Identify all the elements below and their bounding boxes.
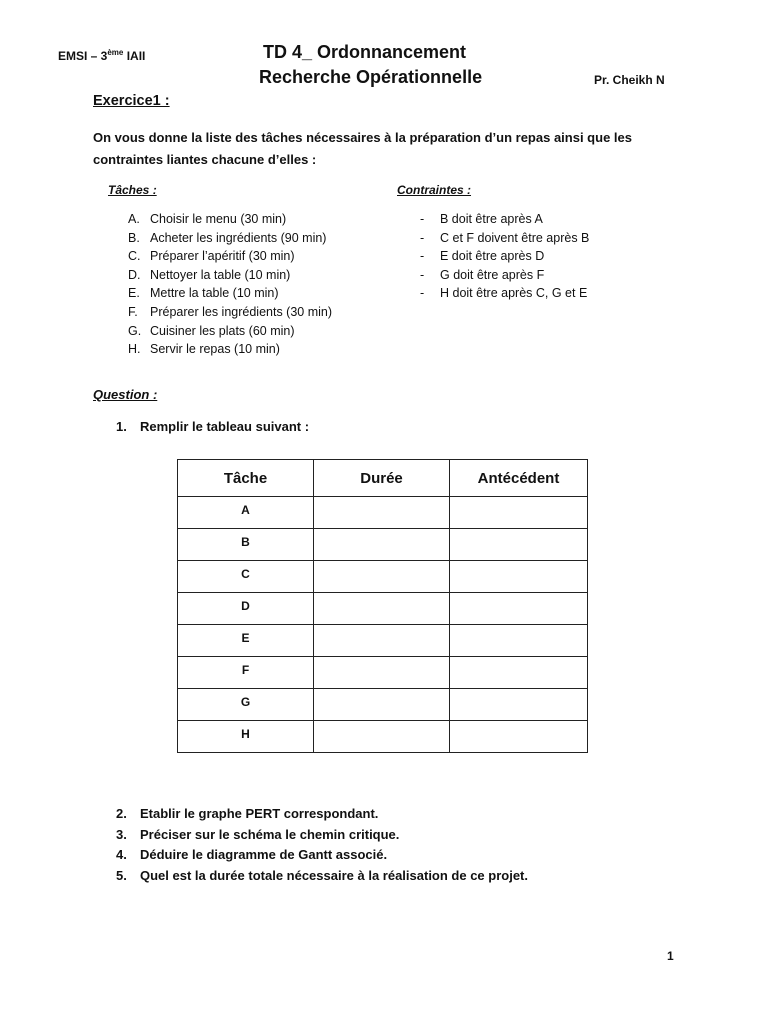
cell-task: C [178, 561, 314, 593]
list-item [420, 247, 589, 266]
list-item [420, 284, 589, 303]
cell-task: F [178, 657, 314, 689]
task-text: Acheter les ingrédients (90 min) [150, 230, 327, 245]
dash-bullet: - [420, 212, 425, 226]
cell-antecedent [450, 625, 588, 657]
cell-antecedent [450, 529, 588, 561]
list-item [128, 247, 332, 266]
cell-duree [314, 561, 450, 593]
question-number: 5. [116, 867, 127, 883]
question-text: Remplir le tableau suivant : [140, 419, 310, 434]
task-text: Nettoyer la table (10 min) [150, 267, 291, 282]
tasks-heading: Tâches : [108, 183, 157, 197]
list-item [128, 303, 332, 322]
constraint-text: E doit être après D [440, 249, 545, 264]
doc-subtitle: Recherche Opérationnelle [259, 67, 483, 87]
doc-title: TD 4_ Ordonnancement [263, 42, 467, 62]
cell-antecedent [450, 593, 588, 625]
task-text: Préparer les ingrédients (30 min) [150, 304, 333, 319]
dash-bullet: - [420, 267, 425, 282]
dash-bullet: - [420, 230, 425, 245]
cell-duree [314, 721, 450, 753]
table-row [178, 689, 588, 721]
list-item [128, 229, 332, 248]
questions-list [116, 804, 528, 886]
list-item [420, 229, 589, 248]
list-item [116, 804, 528, 825]
dash-bullet: - [420, 286, 425, 301]
task-text: Préparer l’apéritif (30 min) [150, 249, 295, 264]
list-item [420, 266, 589, 285]
constraint-text: G doit être après F [440, 267, 545, 282]
table-row [178, 593, 588, 625]
constraints-list [420, 210, 589, 303]
list-item [116, 866, 528, 887]
task-letter: D. [128, 267, 141, 282]
school-suffix: IAII [123, 49, 146, 63]
task-table [177, 459, 588, 753]
table-row [178, 497, 588, 529]
task-letter: H. [128, 342, 141, 357]
constraint-text: C et F doivent être après B [440, 230, 590, 245]
question-text: Déduire le diagramme de Gantt associé. [140, 847, 388, 862]
task-letter: A. [128, 212, 140, 226]
cell-task: E [178, 625, 314, 657]
task-letter: F. [128, 304, 138, 319]
list-item [420, 210, 589, 229]
constraint-text: H doit être après C, G et E [440, 286, 588, 301]
cell-antecedent [450, 657, 588, 689]
cell-antecedent [450, 497, 588, 529]
exercise-heading: Exercice1 : [93, 93, 170, 109]
question-number: 1. [116, 419, 127, 434]
cell-duree [314, 529, 450, 561]
list-item [116, 845, 528, 866]
school-prefix: EMSI – 3 [58, 49, 108, 63]
task-letter: E. [128, 286, 140, 301]
school-label [58, 48, 145, 63]
list-item [128, 266, 332, 285]
task-text: Choisir le menu (30 min) [150, 212, 287, 226]
task-letter: C. [128, 249, 141, 264]
author: Pr. Cheikh N [594, 73, 665, 87]
task-text: Cuisiner les plats (60 min) [150, 323, 295, 338]
header-antecedent: Antécédent [450, 460, 588, 497]
table-row [178, 561, 588, 593]
question-1 [116, 419, 309, 434]
cell-task: B [178, 529, 314, 561]
cell-task: G [178, 689, 314, 721]
cell-duree [314, 625, 450, 657]
exercise-intro: On vous donne la liste des tâches nécessaires à la préparation d’un repas ainsi que les contraintes liantes chacune d’elles : [93, 130, 632, 167]
table-row [178, 657, 588, 689]
task-text: Mettre la table (10 min) [150, 286, 279, 301]
list-item [128, 284, 332, 303]
tasks-list [128, 210, 332, 359]
cell-duree [314, 497, 450, 529]
cell-task: A [178, 497, 314, 529]
task-letter: B. [128, 230, 140, 245]
constraints-heading: Contraintes : [397, 183, 472, 197]
page-number: 1 [667, 949, 674, 963]
cell-duree [314, 689, 450, 721]
question-number: 2. [116, 806, 127, 821]
cell-duree [314, 657, 450, 689]
school-sup: ème [107, 48, 124, 57]
list-item [128, 340, 332, 359]
cell-duree [314, 593, 450, 625]
cell-task: D [178, 593, 314, 625]
question-number: 3. [116, 826, 127, 842]
list-item [116, 825, 528, 846]
list-item [128, 322, 332, 341]
cell-antecedent [450, 721, 588, 753]
question-text: Préciser sur le schéma le chemin critique. [140, 826, 400, 842]
table-row [178, 529, 588, 561]
dash-bullet: - [420, 249, 425, 264]
cell-antecedent [450, 561, 588, 593]
task-text: Servir le repas (10 min) [150, 342, 280, 357]
table-header-row [178, 460, 588, 497]
header-duree: Durée [314, 460, 450, 497]
header-tache: Tâche [178, 460, 314, 497]
question-number: 4. [116, 847, 127, 862]
list-item [128, 210, 332, 229]
cell-antecedent [450, 689, 588, 721]
table-row [178, 625, 588, 657]
question-heading: Question : [93, 387, 158, 402]
constraint-text: B doit être après A [440, 212, 543, 226]
question-text: Quel est la durée totale nécessaire à la réalisation de ce projet. [140, 867, 529, 883]
cell-task: H [178, 721, 314, 753]
question-text: Etablir le graphe PERT correspondant. [140, 806, 379, 821]
table-row [178, 721, 588, 753]
task-letter: G. [128, 323, 142, 338]
